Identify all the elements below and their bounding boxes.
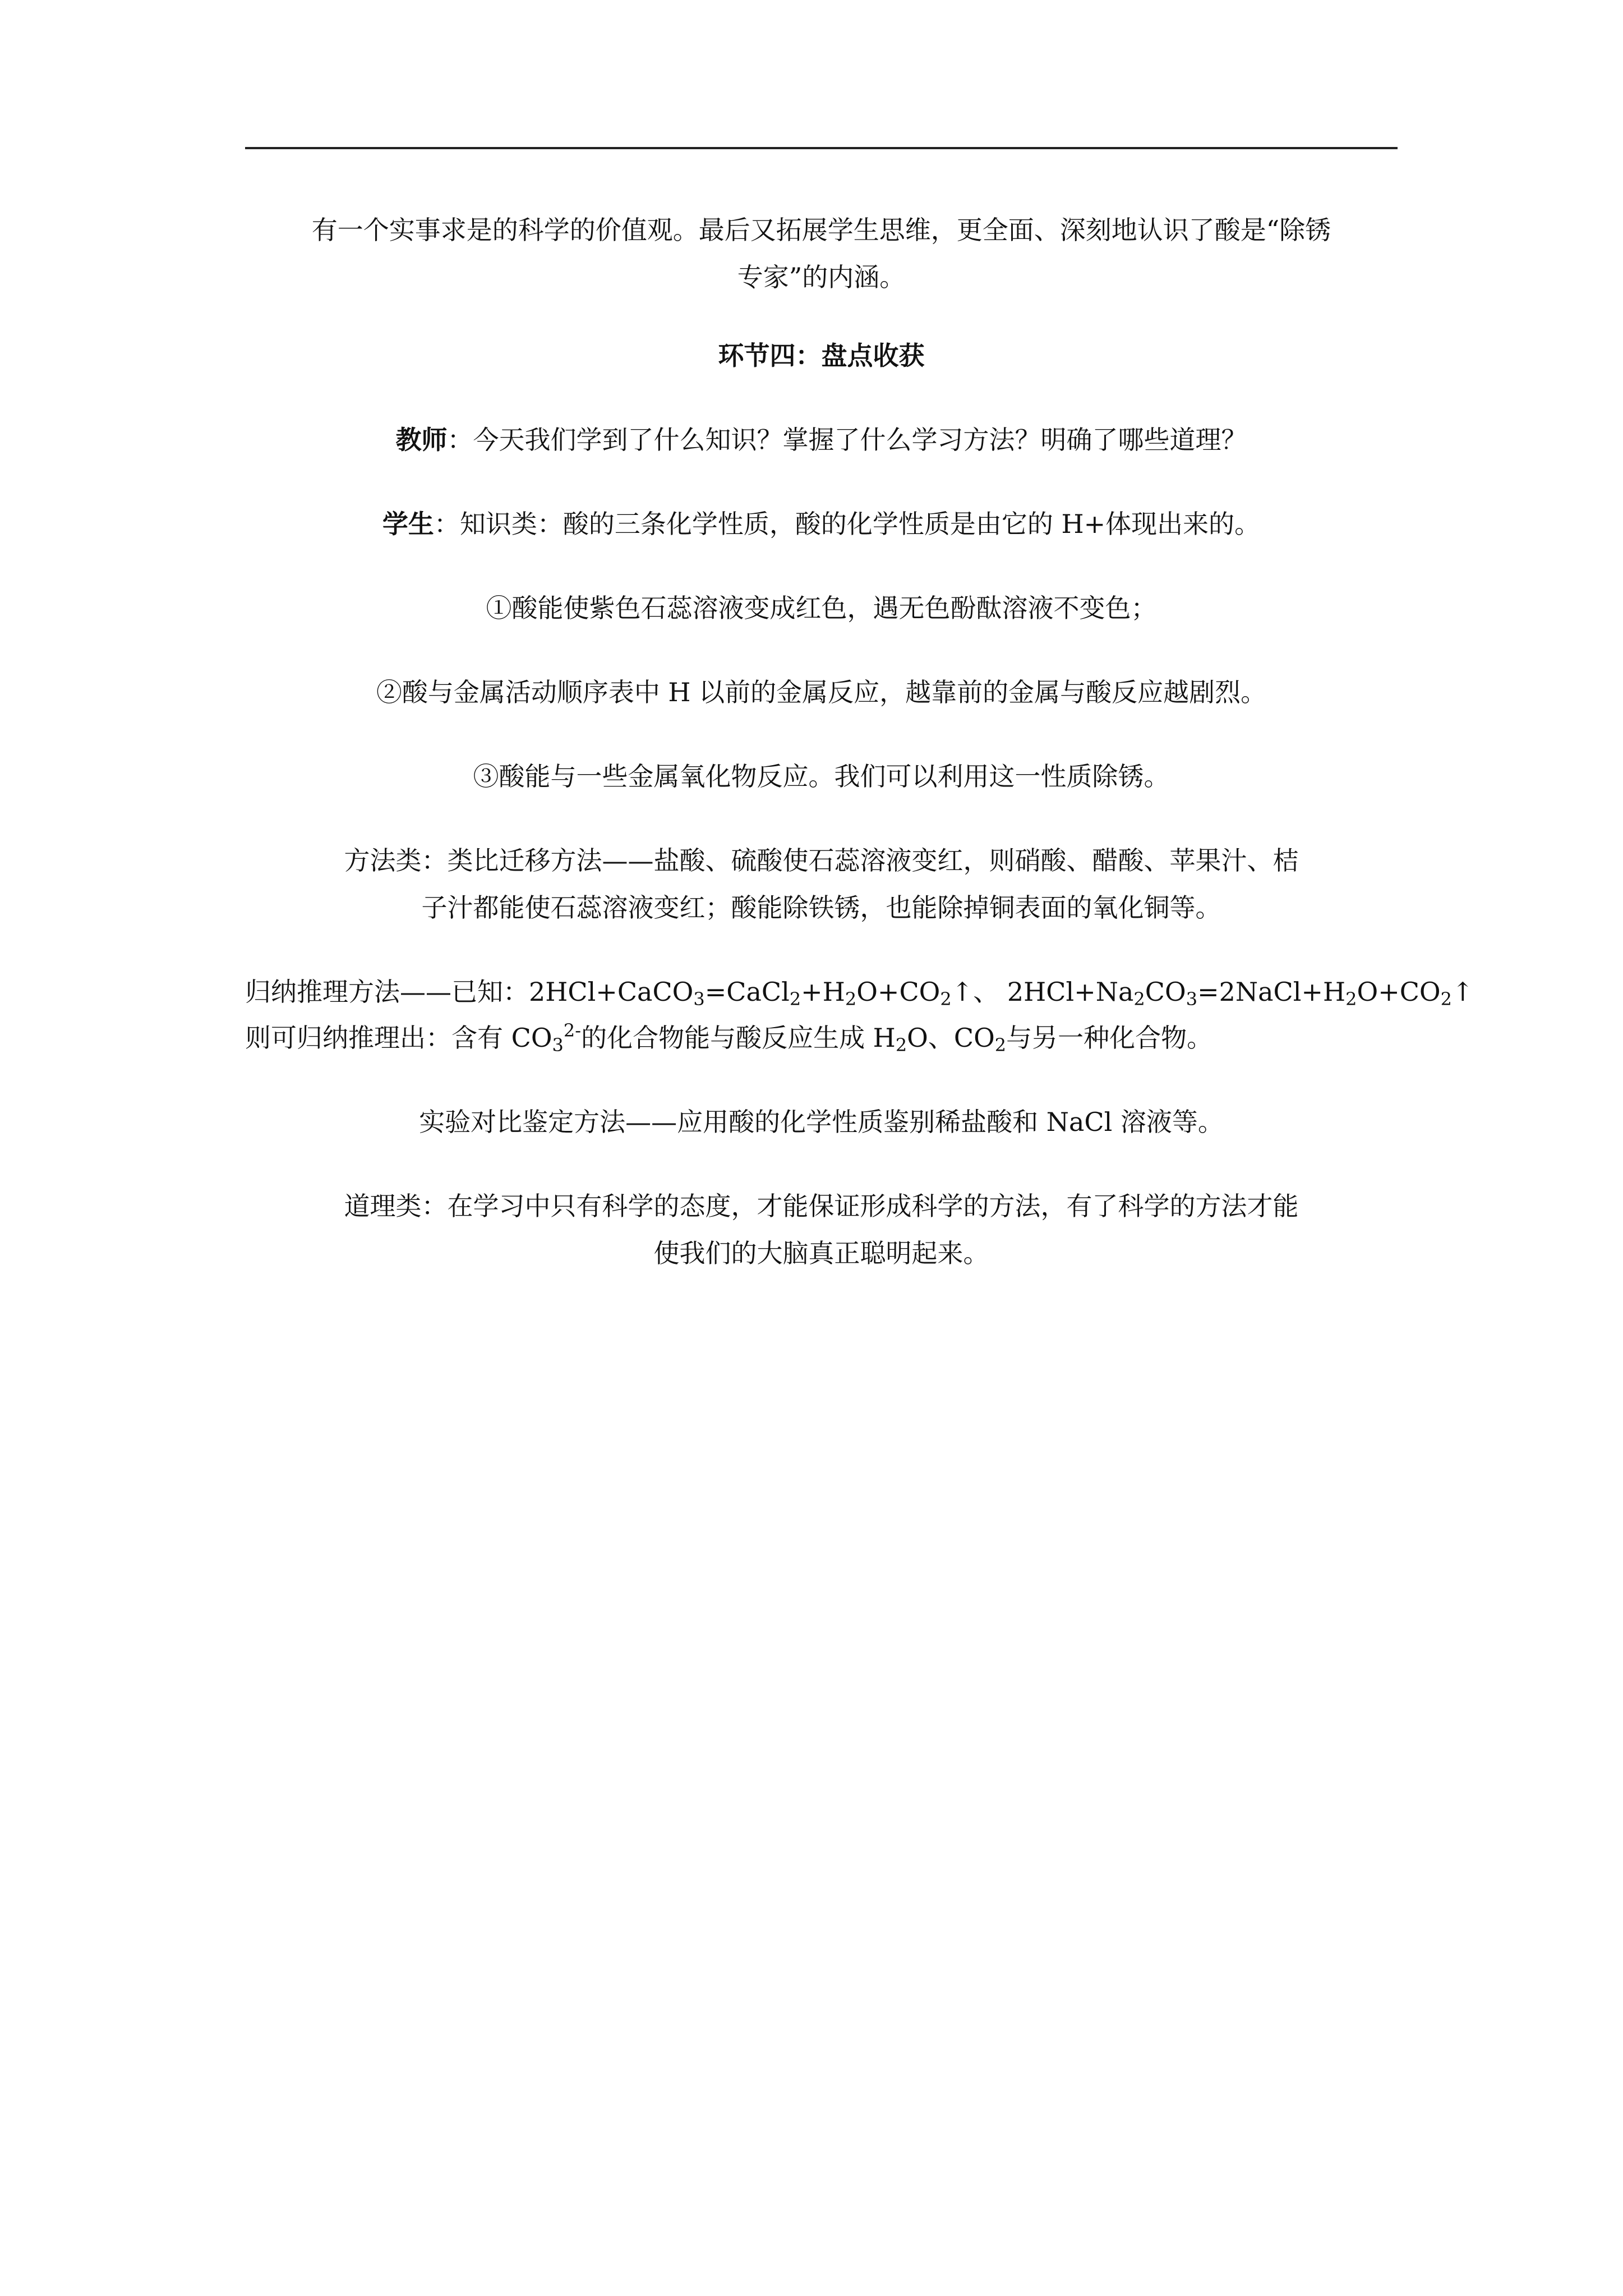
student-label: 学生 <box>382 509 434 539</box>
intro-paragraph-line1: 有一个实事求是的科学的价值观。最后又拓展学生思维，更全面、深刻地认识了酸是“除锈 <box>311 215 1331 245</box>
knowledge-item-2: ②酸与金属活动顺序表中 H 以前的金属反应，越靠前的金属与酸反应越剧烈。 <box>376 677 1267 707</box>
reason-line1: 道理类：在学习中只有科学的态度，才能保证形成科学的方法，有了科学的方法才能 <box>344 1191 1299 1221</box>
knowledge-item-1: ①酸能使紫色石蕊溶液变成红色，遇无色酚酞溶液不变色； <box>486 593 1157 623</box>
knowledge-item-3: ③酸能与一些金属氧化物反应。我们可以利用这一性质除锈。 <box>473 761 1170 792</box>
intro-paragraph-line2: 专家”的内涵。 <box>737 262 906 292</box>
reason-line2: 使我们的大脑真正聪明起来。 <box>653 1238 989 1268</box>
header-rule <box>245 147 1398 149</box>
method-analogy-line1: 方法类：类比迁移方法——盐酸、硫酸使石蕊溶液变红，则硝酸、醋酸、苹果汁、桔 <box>344 845 1299 876</box>
method-induction-line1: 归纳推理方法——已知：$2HCl+CaCO_3=CaCl_2+H_2O+CO_2↑$、 $2HCl+Na_2CO_3=2NaCl+H_2O+CO_2↑$ <box>245 977 1474 1010</box>
teacher-question <box>245 415 1398 464</box>
teacher-text: ：今天我们学到了什么知识？掌握了什么学习方法？明确了哪些道理？ <box>447 425 1247 455</box>
method-induction-line2: 则可归纳推理出：含有 $CO_3^{2-}$的化合物能与酸反应生成 $H_2O$、$CO_2$与另一种化合物。 <box>245 1020 1213 1056</box>
method-analogy-line2: 子汁都能使石蕊溶液变红；酸能除铁锈，也能除掉铜表面的氧化铜等。 <box>421 892 1221 923</box>
teacher-label: 教师 <box>395 425 448 455</box>
section-title: 环节四：盘点收获 <box>718 341 925 371</box>
student-text: ：知识类：酸的三条化学性质，酸的化学性质是由它的 H+体现出来的。 <box>434 509 1261 539</box>
method-experiment: 实验对比鉴定方法——应用酸的化学性质鉴别稀盐酸和 NaCl 溶液等。 <box>419 1107 1224 1137</box>
student-answer <box>245 499 1398 549</box>
